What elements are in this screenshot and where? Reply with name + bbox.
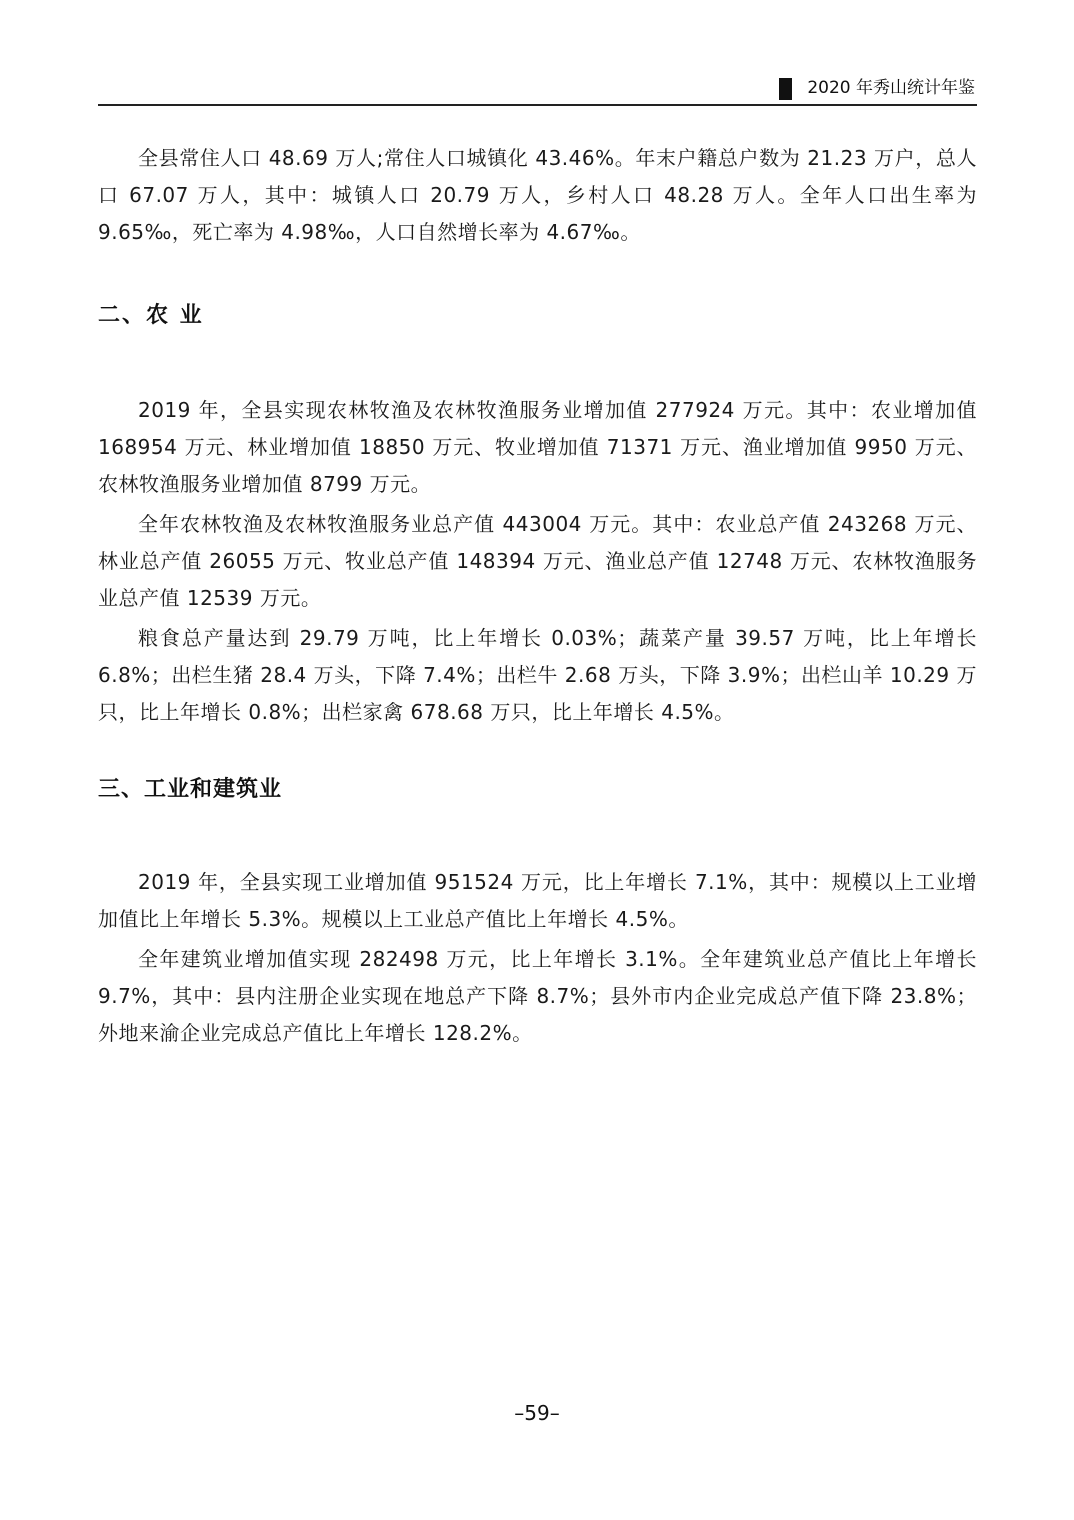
agriculture-output-paragraph: 全年农林牧渔及农林牧渔服务业总产值 443004 万元。其中：农业总产值 243268 万元、林业总产值 26055 万元、牧业总产值 148394 万元、渔业总产值 12748 万元、农林牧渔服务业总产值 12539 万元。 — [98, 512, 977, 610]
agriculture-heading: 二、农 业 — [98, 303, 204, 328]
agriculture-value-added-paragraph: 2019 年，全县实现农林牧渔及农林牧渔服务业增加值 277924 万元。其中：农业增加值 168954 万元、林业增加值 18850 万元、牧业增加值 71371 万元、渔业增加值 9950 万元、农林牧渔服务业增加值 8799 万元。 — [98, 398, 977, 496]
construction-paragraph: 全年建筑业增加值实现 282498 万元，比上年增长 3.1%。全年建筑业总产值比上年增长 9.7%，其中：县内注册企业实现在地总产下降 8.7%；县外市内企业完成总产值下降 23.8%；外地来渝企业完成总产值比上年增长 128.2%。 — [98, 947, 977, 1045]
running-header — [98, 76, 977, 106]
page-content — [98, 140, 977, 1055]
page-number: –59– — [514, 1401, 560, 1425]
industry-value-added-paragraph: 2019 年，全县实现工业增加值 951524 万元，比上年增长 7.1%，其中：规模以上工业增加值比上年增长 5.3%。规模以上工业总产值比上年增长 4.5%。 — [98, 870, 977, 931]
header-block-mark — [779, 78, 792, 100]
agriculture-production-paragraph: 粮食总产量达到 29.79 万吨，比上年增长 0.03%；蔬菜产量 39.57 万吨，比上年增长 6.8%；出栏生猪 28.4 万头，下降 7.4%；出栏牛 2.68 万头，下降 3.9%；出栏山羊 10.29 万只，比上年增长 0.8%；出栏家禽 678.68 万只，比上年增长 4.5%。 — [98, 626, 977, 724]
header-title: 2020 年秀山统计年鉴 — [807, 78, 975, 98]
population-paragraph: 全县常住人口 48.69 万人;常住人口城镇化 43.46%。年末户籍总户数为 21.23 万户，总人口 67.07 万人，其中：城镇人口 20.79 万人，乡村人口 48.28 万人。全年人口出生率为 9.65‰，死亡率为 4.98‰，人口自然增长率为 4.67‰。 — [98, 146, 977, 244]
industry-heading: 三、工业和建筑业 — [98, 777, 283, 802]
